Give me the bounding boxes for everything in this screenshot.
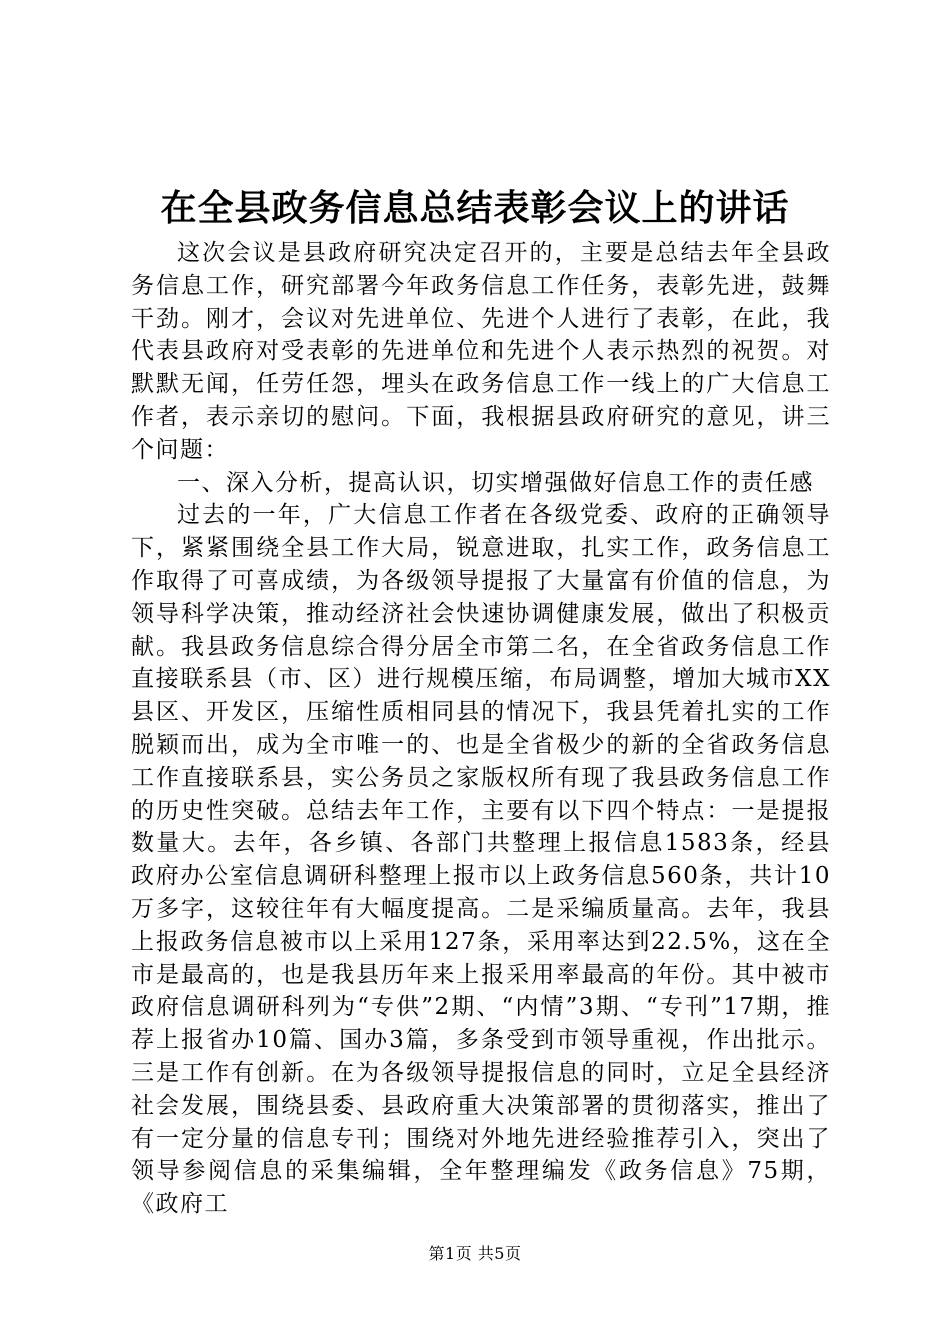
paragraph-review: 过去的一年，广大信息工作者在各级党委、政府的正确领导下，紧紧围绕全县工作大局，锐意进取，扎实工作，政务信息工作取得了可喜成绩，为各级领导提报了大量富有价值的信息，为领导科学决策，推动经济社会快速协调健康发展，做出了积极贡献。我县政务信息综合得分居全市第二名，在全省政务信息工作直接联系县（市、区）进行规模压缩，布局调整，增加大城市XX县区、开发区，压缩性质相同县的情况下，我县凭着扎实的工作脱颖而出，成为全市唯一的、也是全省极少的新的全省政务信息工作直接联系县，实公务员之家版权所有现了我县政务信息工作的历史性突破。总结去年工作，主要有以下四个特点：一是提报数量大。去年，各乡镇、各部门共整理上报信息1583条，经县政府办公室信息调研科整理上报市以上政务信息560条，共计10万多字，这较往年有大幅度提高。二是采编质量高。去年，我县上报政务信息被市以上采用127条，采用率达到22.5%，这在全市是最高的，也是我县历年来上报采用率最高的年份。其中被市政府信息调研科列为“专供”2期、“内情”3期、“专刊”17期，推荐上报省办10篇、国办3篇，多条受到市领导重视，作出批示。三是工作有创新。在为各级领导提报信息的同时，立足全县经济社会发展，围绕县委、县政府重大决策部署的贯彻落实，推出了有一定分量的信息专刊；围绕对外地先进经验推荐引入，突出了领导参阅信息的采集编辑，全年整理编发《政务信息》75期，《政府工	[131, 502, 831, 1218]
paragraph-intro: 这次会议是县政府研究决定召开的，主要是总结去年全县政务信息工作，研究部署今年政务信息工作任务，表彰先进，鼓舞干劲。刚才，会议对先进单位、先进个人进行了表彰，在此，我代表县政府对受表彰的先进单位和先进个人表示热烈的祝贺。对默默无闻，任劳任怨，埋头在政务信息工作一线上的广大信息工作者，表示亲切的慰问。下面，我根据县政府研究的意见，讲三个问题：	[131, 240, 831, 463]
document-body	[131, 237, 831, 1221]
page-number-footer: 第1页 共5页	[428, 1244, 522, 1263]
document-title: 在全县政务信息总结表彰会议上的讲话	[160, 187, 790, 229]
section-heading-1: 一、深入分析，提高认识，切实增强做好信息工作的责任感	[177, 469, 814, 496]
